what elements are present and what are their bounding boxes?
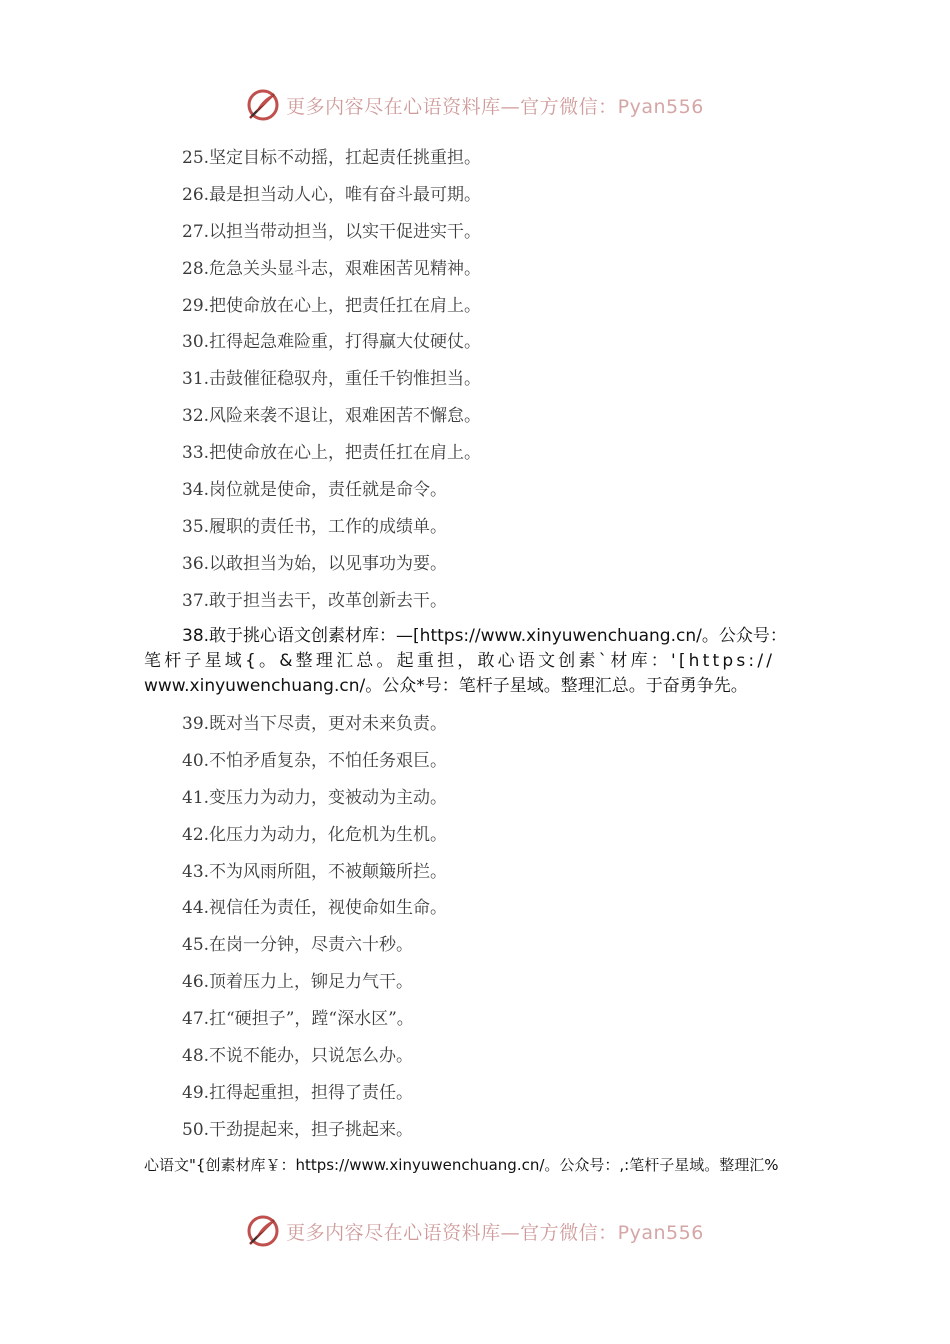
footer-banner-text [286,1218,704,1245]
item-38-paragraph [144,624,808,699]
list-item: 41.变压力为动力，变被动为主动。 [182,787,448,808]
list-item: 28.危急关头显斗志，艰难困苦见精神。 [182,258,482,279]
item-38-line-1: 38.敢于挑心语文创素材库：—[https://www.xinyuwenchuang.cn/。公众号： [182,626,787,646]
header-banner-text [286,92,704,119]
list-item: 34.岗位就是使命，责任就是命令。 [182,480,448,501]
list-item: 36.以敢担当为始，以见事功为要。 [182,553,448,574]
header-banner [0,85,950,125]
list-item: 40.不怕矛盾复杂，不怕任务艰巨。 [182,750,448,771]
header-banner-inner [246,88,704,122]
list-item: 43.不为风雨所阻，不被颠簸所拦。 [182,861,448,882]
header-banner-wechat-id: Pyan556 [617,95,704,118]
list-item: 27.以担当带动担当，以实干促进实干。 [182,221,482,242]
list-item: 30.扛得起急难险重，打得赢大仗硬仗。 [182,332,482,353]
list-item: 26.最是担当动人心，唯有奋斗最可期。 [182,184,482,205]
list-item: 46.顶着压力上，铆足力气干。 [182,972,414,993]
list-item: 32.风险来袭不退让，艰难困苦不懈怠。 [182,406,482,427]
list-item: 48.不说不能办，只说怎么办。 [182,1046,414,1067]
list-item: 42.化压力为动力，化危机为生机。 [182,824,448,845]
slogan-list-b [182,706,447,1149]
footer-banner-inner [246,1214,704,1248]
list-item: 47.扛“硬担子”，蹚“深水区”。 [182,1009,414,1030]
item-38-line-2: 笔杆子星域{。&整理汇总。起重担，敢心语文创素`材库：'[https:// [144,651,776,671]
trailing-watermark-line: 心语文"{创素材库￥：https://www.xinyuwenchuang.cn/。公众号：,:笔杆子星域。整理汇% [144,1156,779,1174]
quill-pen-logo-icon [246,88,280,122]
quill-pen-logo-icon [246,1214,280,1248]
list-item: 25.坚定目标不动摇，扛起责任挑重担。 [182,148,482,168]
list-item: 39.既对当下尽责，更对未来负责。 [182,714,448,734]
footer-banner [0,1211,950,1251]
list-item: 31.击鼓催征稳驭舟，重任千钧惟担当。 [182,369,482,390]
list-item: 37.敢于担当去干，改革创新去干。 [182,590,448,611]
slogan-list-a [182,140,481,620]
list-item: 49.扛得起重担，担得了责任。 [182,1082,414,1103]
footer-banner-wechat-id: Pyan556 [617,1221,704,1244]
list-item: 33.把使命放在心上，把责任扛在肩上。 [182,443,482,464]
list-item: 44.视信任为责任，视使命如生命。 [182,898,448,919]
header-banner-title: 更多内容尽在心语资料库—官方微信： [286,95,618,118]
footer-banner-title: 更多内容尽在心语资料库—官方微信： [286,1221,618,1244]
item-38-line-3: www.xinyuwenchuang.cn/。公众*号：笔杆子星域。整理汇总。于奋勇争先。 [144,676,748,696]
list-item: 45.在岗一分钟，尽责六十秒。 [182,935,414,956]
list-item: 35.履职的责任书，工作的成绩单。 [182,516,448,537]
list-item: 29.把使命放在心上，把责任扛在肩上。 [182,295,482,316]
list-item: 50.干劲提起来，担子挑起来。 [182,1119,414,1140]
